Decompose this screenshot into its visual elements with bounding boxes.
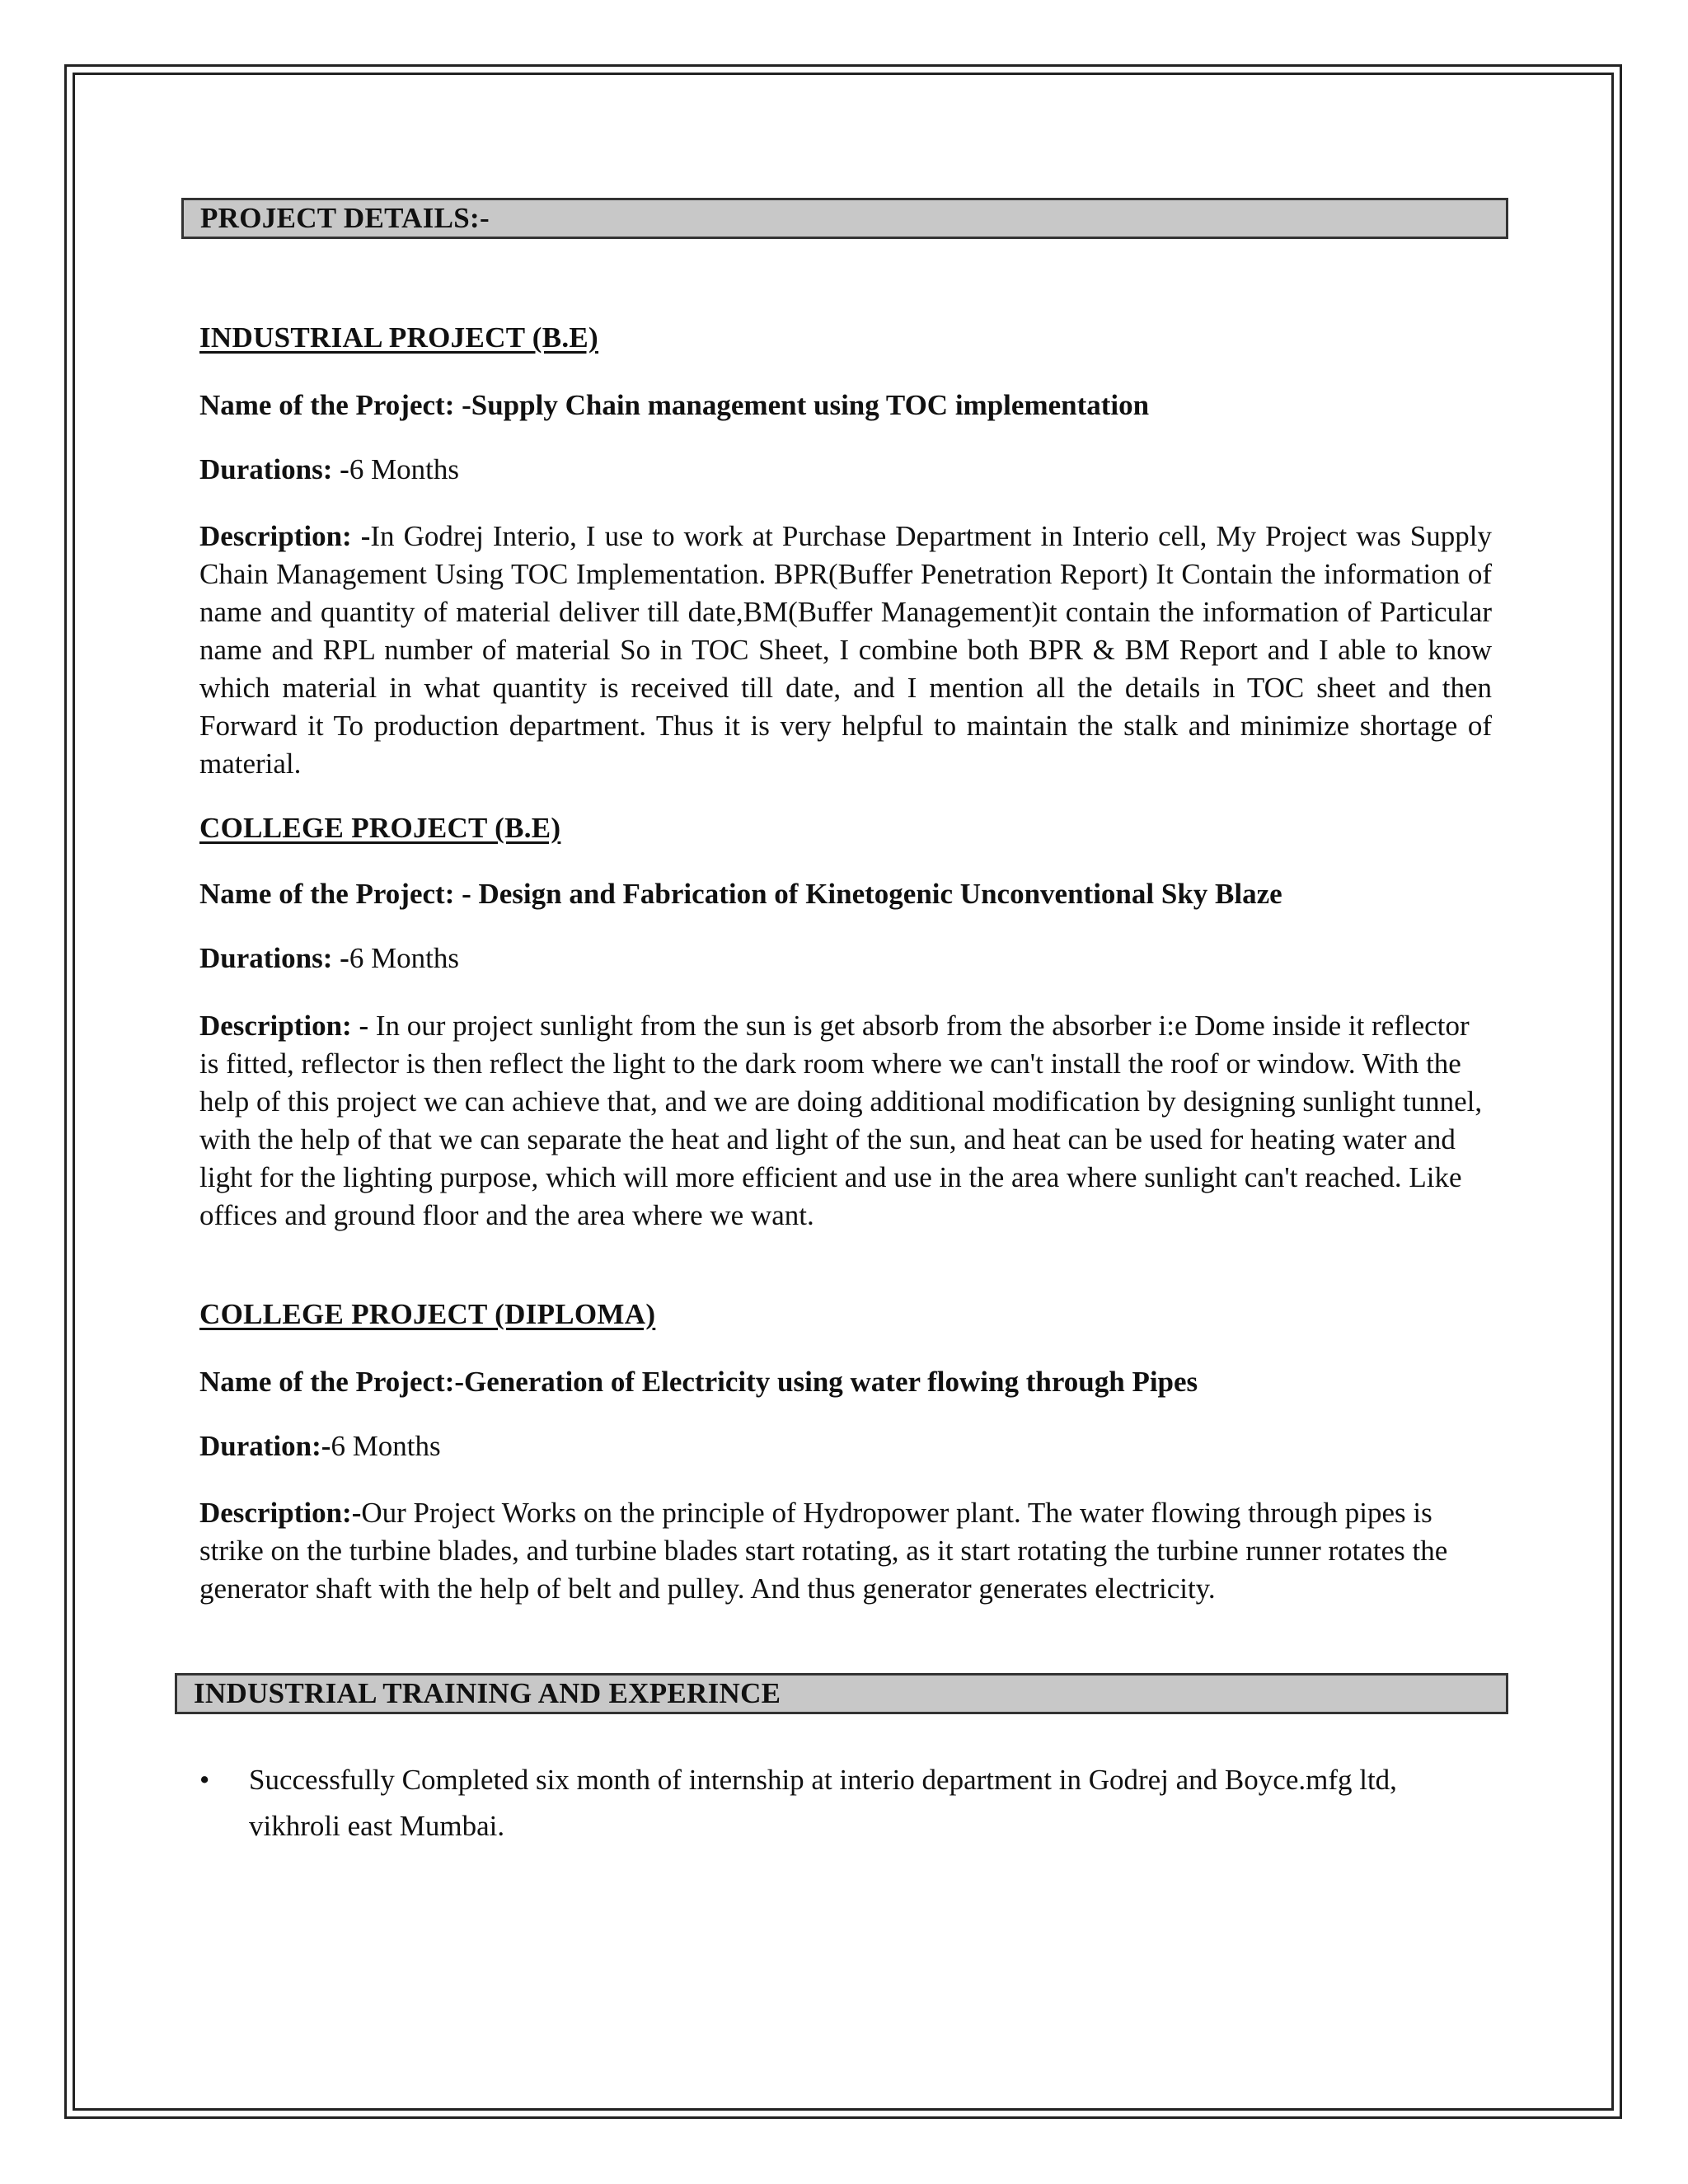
project-duration-line: [199, 1430, 441, 1463]
project-name-label: Name of the Project:-: [199, 1366, 464, 1398]
training-item: Successfully Completed six month of internship at interio department in Godrej and Boyce.mfg ltd, vikhroli east Mumbai.: [249, 1764, 1397, 1842]
project-description: [199, 1007, 1492, 1235]
project-heading-college-be: COLLEGE PROJECT (B.E): [199, 812, 561, 844]
description-value: In our project sunlight from the sun is get absorb from the absorber i:e Dome inside it reflector is fitted, reflector is then reflect the light to the dark room where we can't install the roof or window. With the help of this project we can achieve that, and we are doing additional modification by designing sunlight tunnel, with the help of that we can separate the heat and light of the sun, and heat can be used for heating water and light for the lighting purpose, which will more efficient and use in the area where sunlight can't reached. Like offices and ground floor and the area where we want.: [199, 1010, 1483, 1231]
description-label: Description: -: [199, 1010, 376, 1042]
description-label: Description: -: [199, 520, 371, 552]
project-name-value: Design and Fabrication of Kinetogenic Unconventional Sky Blaze: [478, 878, 1282, 910]
project-heading-industrial: INDUSTRIAL PROJECT (B.E): [199, 321, 599, 354]
duration-value: 6 Months: [349, 942, 460, 974]
project-description: [199, 1494, 1492, 1608]
duration-label: Durations: -: [199, 942, 349, 974]
section-industrial-training: INDUSTRIAL TRAINING AND EXPERINCE: [175, 1673, 1508, 1714]
project-name-value: Supply Chain management using TOC implementation: [471, 389, 1150, 421]
project-name-line: [199, 1366, 1198, 1399]
project-name-value: Generation of Electricity using water flowing through Pipes: [464, 1366, 1198, 1398]
duration-label: Durations: -: [199, 453, 349, 485]
duration-value: 6 Months: [349, 453, 460, 485]
bullet-marker: •: [199, 1764, 210, 1796]
project-duration-line: [199, 942, 459, 975]
section-project-details: PROJECT DETAILS:-: [181, 198, 1508, 239]
duration-value: 6 Months: [331, 1430, 441, 1462]
description-label: Description:-: [199, 1497, 362, 1529]
description-value: Our Project Works on the principle of Hydropower plant. The water flowing through pipes is strike on the turbine blades, and turbine blades start rotating, as it start rotating the turbine runner rotates the generator shaft with the help of belt and pulley. And thus generator generates electricity.: [199, 1497, 1448, 1605]
project-name-line: [199, 389, 1149, 422]
description-value: In Godrej Interio, I use to work at Purchase Department in Interio cell, My Project was Supply Chain Management Using TOC Implementation. BPR(Buffer Penetration Report) It Contain the information of name and quantity of material deliver till date,BM(Buffer Management)it contain the information of Particular name and RPL number of material So in TOC Sheet, I combine both BPR & BM Report and I able to know which material in what quantity is received till date, and I mention all the details in TOC sheet and then Forward it To production department. Thus it is very helpful to maintain the stalk and minimize shortage of material.: [199, 520, 1492, 780]
project-duration-line: [199, 453, 459, 486]
project-name-label: Name of the Project: -: [199, 389, 471, 421]
project-heading-college-diploma: COLLEGE PROJECT (DIPLOMA): [199, 1298, 656, 1330]
duration-label: Duration:-: [199, 1430, 331, 1462]
project-description: [199, 518, 1492, 783]
project-name-label: Name of the Project: -: [199, 878, 479, 910]
project-name-line: [199, 878, 1282, 911]
